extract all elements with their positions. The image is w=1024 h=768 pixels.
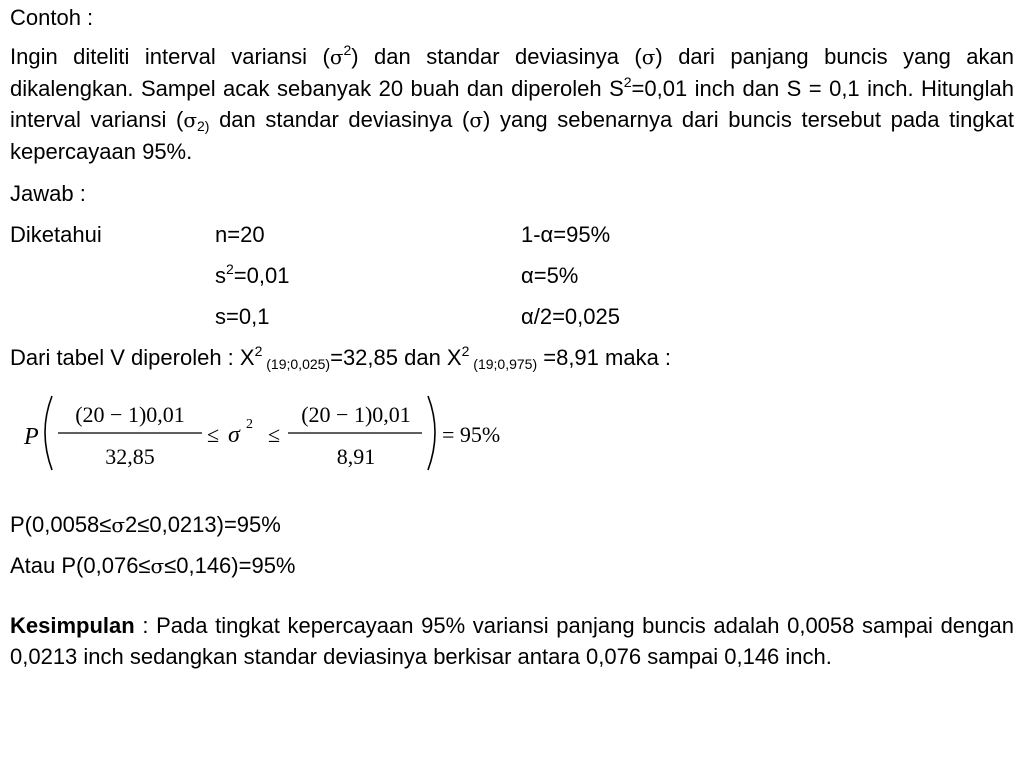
tabel-line [10,337,1014,378]
problem-text-4: =0,01 inch dan S = 0,1 inch. Hitunglah interval variansi ( [10,75,1015,132]
left-paren [45,396,52,470]
formula-p: P [24,423,39,450]
alpha-half-value: α/2=0,025 [521,303,620,329]
result-2-part-b: ≤0,146)=95% [164,552,296,578]
chi-subscript-b: (19;0,975) [469,355,538,372]
conclusion-paragraph [10,610,1014,672]
problem-text-2: ) dan standar deviasinya ( [351,43,642,69]
problem-text-6: ) yang sebenarnya dari buncis tersebut pada tingkat kepercayaan 95%. [10,106,1014,164]
problem-text-1: Ingin diteliti interval variansi ( [10,43,330,69]
sigma-symbol: σ [329,44,344,69]
diketahui-row-2 [10,255,1014,296]
right-paren [428,396,435,470]
superscript-2: 2 [254,342,263,359]
problem-text-5: dan standar deviasinya ( [209,106,470,132]
alpha-value: α=5% [521,262,579,288]
leq-symbol-1: ≤ [207,421,220,447]
diketahui-label: Diketahui [10,221,102,247]
tabel-text-1: Dari tabel V diperoleh : X [10,344,255,370]
probability-formula [10,386,1014,478]
sample-stddev: s=0,1 [215,303,270,329]
sigma-symbol: σ [150,553,165,578]
denominator-right: 8,91 [336,443,376,469]
diketahui-row-1 [10,214,1014,255]
problem-text-3: ) dari panjang buncis yang akan dikalengkan. Sampel acak sebanyak 20 buah dan diperoleh S [10,43,1014,101]
result-1-part-b: 2≤0,0213)=95% [125,511,281,537]
superscript-2: 2 [226,260,234,277]
sample-size: n=20 [215,221,265,247]
confidence-level: 1-α=95% [521,221,611,247]
sigma-symbol: σ [641,44,656,69]
problem-statement [10,41,1014,167]
formula-exponent: 2 [246,416,253,432]
formula-result: = 95% [442,421,501,447]
superscript-2: 2 [623,73,632,90]
stddev-interval-result [10,545,1014,586]
leq-symbol-2: ≤ [268,421,281,447]
tabel-text-3: =8,91 maka : [537,344,672,370]
sigma-symbol: σ [469,107,483,132]
formula-sigma: σ [228,421,240,448]
slide-content [10,4,1014,672]
sigma-symbol: σ [183,107,197,132]
formula-graphic [10,386,570,478]
variance-value: =0,01 [233,262,290,288]
result-1-part-a: P(0,0058≤ [10,511,112,537]
subscript-2: 2) [196,117,210,134]
numerator-left: (20 − 1)0,01 [75,401,185,427]
chi-subscript-a: (19;0,025) [262,355,331,372]
conclusion-text: : Pada tingkat kepercayaan 95% variansi panjang buncis adalah 0,0058 sampai dengan 0,0213 inch sedangkan standar deviasinya berkisar antara 0,076 sampai 0,146 inch. [10,612,1014,669]
heading-contoh: Contoh : [10,5,94,30]
numerator-right: (20 − 1)0,01 [301,401,411,427]
diketahui-row-3 [10,296,1014,337]
conclusion-label: Kesimpulan [10,612,135,638]
jawab-label: Jawab : [10,180,86,206]
sample-variance [215,255,289,296]
variance-interval-result [10,504,1014,545]
tabel-text-2: =32,85 dan X [330,344,462,370]
denominator-left: 32,85 [105,443,155,469]
superscript-2: 2 [461,342,470,359]
s-letter: s [215,262,226,288]
result-2-part-a: Atau P(0,076≤ [10,552,151,578]
sigma-symbol: σ [111,512,126,537]
superscript-2: 2 [343,41,352,58]
